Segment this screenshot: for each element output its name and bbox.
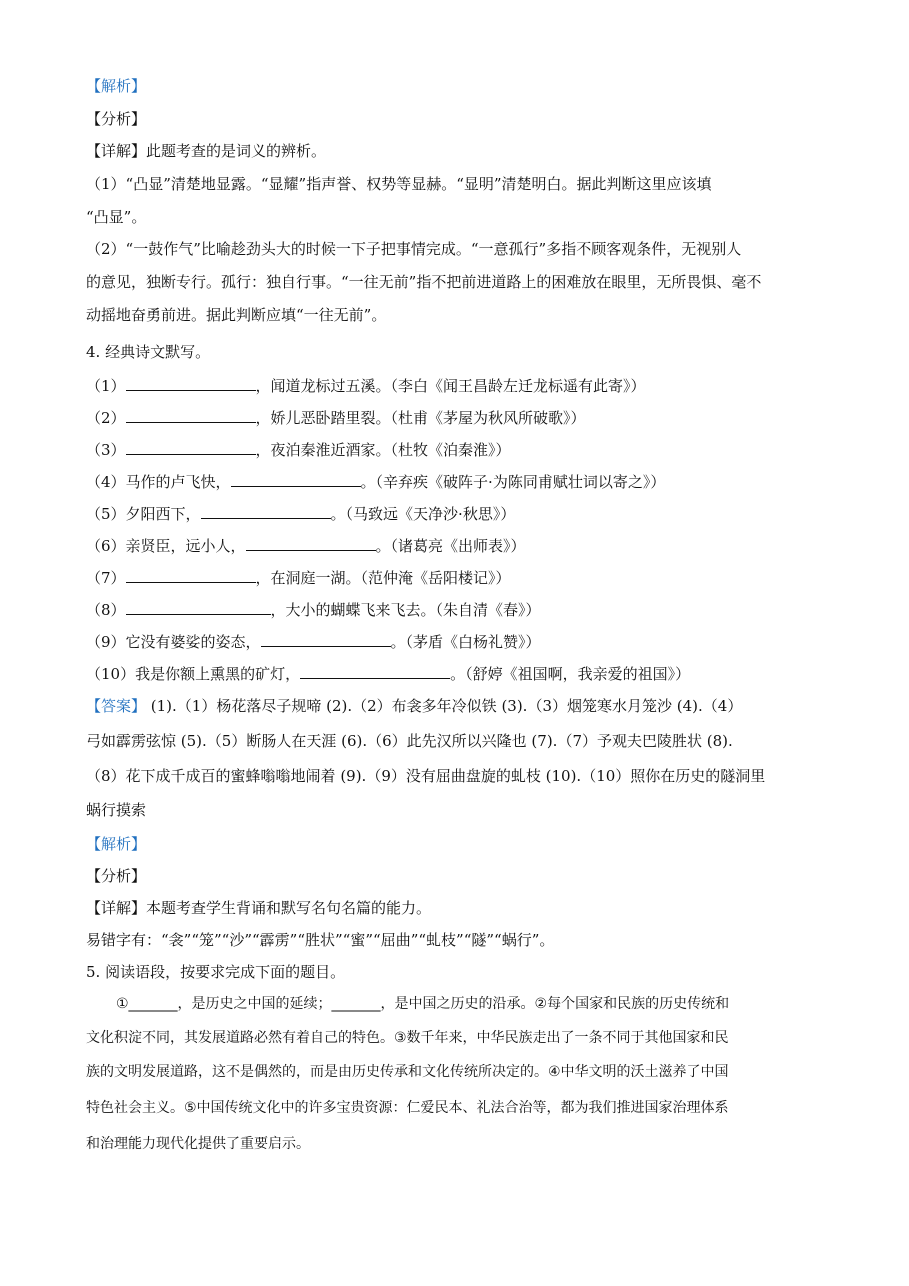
error-prone-words: 易错字有：“衾”“笼”“沙”“霹雳”“胜状”“蜜”“屈曲”“虬枝”“隧”“蜗行”。 <box>86 931 555 949</box>
dictation-item: （8） ，大小的蝴蝶飞来飞去。（朱自清《春》） <box>86 601 541 619</box>
answer-blank[interactable] <box>201 504 331 519</box>
explanation-line: 动摇地奋勇前进。据此判断应填“一往无前”。 <box>86 306 387 324</box>
explanation-line: “凸显”。 <box>86 208 147 226</box>
explanation-line: （1）“凸显”清楚地显露。“显耀”指声誉、权势等显赫。“显明”清楚明白。据此判断这里应该填 <box>86 175 712 193</box>
fenxi-tag: 【分析】 <box>86 110 147 128</box>
dictation-item: （4）马作的卢飞快， 。（辛弃疾《破阵子·为陈同甫赋壮词以寄之》） <box>86 473 666 491</box>
answer-line: 【答案】 (1).（1）杨花落尽子规啼 (2).（2）布衾多年冷似铁 (3).（3）烟笼寒水月笼沙 (4).（4） <box>86 697 743 715</box>
answer-blank[interactable] <box>126 440 256 455</box>
explanation-line: （2）“一鼓作气”比喻趁劲头大的时候一下子把事情完成。“一意孤行”多指不顾客观条件，无视别人 <box>86 240 742 258</box>
answer-blank[interactable] <box>126 408 256 423</box>
answer-line: 弓如霹雳弦惊 (5).（5）断肠人在天涯 (6).（6）此先汉所以兴隆也 (7).（7）予观夫巴陵胜状 (8). <box>86 732 733 750</box>
answer-blank[interactable] <box>246 536 376 551</box>
dictation-item: （2） ，娇儿恶卧踏里裂。（杜甫《茅屋为秋风所破歌》） <box>86 409 586 427</box>
xiangjie-line <box>86 141 836 161</box>
answer-line: 蜗行摸索 <box>86 801 147 819</box>
question-5-title: 5. 阅读语段，按要求完成下面的题目。 <box>86 963 346 981</box>
dictation-item: （3） ，夜泊秦淮近酒家。（杜牧《泊秦淮》） <box>86 441 511 459</box>
answer-blank[interactable] <box>126 376 256 391</box>
reading-passage-line: ①_______，是历史之中国的延续；_______，是中国之历史的沿承。②每个国家和民族的历史传统和 <box>116 996 730 1012</box>
dictation-item: （1） ，闻道龙标过五溪。（李白《闻王昌龄左迁龙标遥有此寄》） <box>86 377 646 395</box>
answer-blank[interactable] <box>231 472 361 487</box>
dictation-item: （5）夕阳西下， 。（马致远《天净沙·秋思》） <box>86 505 516 523</box>
answer-blank[interactable] <box>126 568 256 583</box>
reading-passage-line: 特色社会主义。⑤中国传统文化中的许多宝贵资源：仁爱民本、礼法合治等，都为我们推进国家治理体系 <box>86 1100 729 1116</box>
xiangjie-text: 本题考查学生背诵和默写名句名篇的能力。 <box>146 899 432 917</box>
dictation-item: （7） ，在洞庭一湖。（范仲淹《岳阳楼记》） <box>86 569 511 587</box>
answer-blank[interactable] <box>300 664 450 679</box>
reading-passage-line: 文化积淀不同，其发展道路必然有着自己的特色。③数千年来，中华民族走出了一条不同于其他国家和民 <box>86 1030 729 1046</box>
dictation-item: （10）我是你额上熏黑的矿灯， 。（舒婷《祖国啊，我亲爱的祖国》） <box>86 665 691 683</box>
dictation-item: （6）亲贤臣，远小人， 。（诸葛亮《出师表》） <box>86 537 526 555</box>
xiangjie-tag: 【详解】 <box>86 142 147 160</box>
explanation-line: 的意见，独断专行。孤行：独自行事。“一往无前”指不把前进道路上的困难放在眼里，无所畏惧、毫不 <box>86 273 762 291</box>
reading-passage-line: 和治理能力现代化提供了重要启示。 <box>86 1136 310 1152</box>
jiexi-tag: 【解析】 <box>86 835 147 853</box>
answer-blank[interactable] <box>261 632 391 647</box>
answer-blank[interactable] <box>126 600 271 615</box>
xiangjie-text: 此题考查的是词义的辨析。 <box>146 142 327 160</box>
fenxi-tag: 【分析】 <box>86 867 147 885</box>
jiexi-tag: 【解析】 <box>86 77 147 95</box>
xiangjie-line <box>86 898 836 918</box>
answer-line: （8）花下成千成百的蜜蜂嗡嗡地闹着 (9).（9）没有屈曲盘旋的虬枝 (10).（10）照你在历史的隧洞里 <box>86 767 766 785</box>
question-4-title: 4. 经典诗文默写。 <box>86 343 211 361</box>
answer-tag: 【答案】 <box>86 697 147 715</box>
reading-passage-line: 族的文明发展道路，这不是偶然的，而是由历史传承和文化传统所决定的。④中华文明的沃土滋养了中国 <box>86 1064 729 1080</box>
dictation-item: （9）它没有婆娑的姿态， 。（茅盾《白杨礼赞》） <box>86 633 541 651</box>
xiangjie-tag: 【详解】 <box>86 899 147 917</box>
